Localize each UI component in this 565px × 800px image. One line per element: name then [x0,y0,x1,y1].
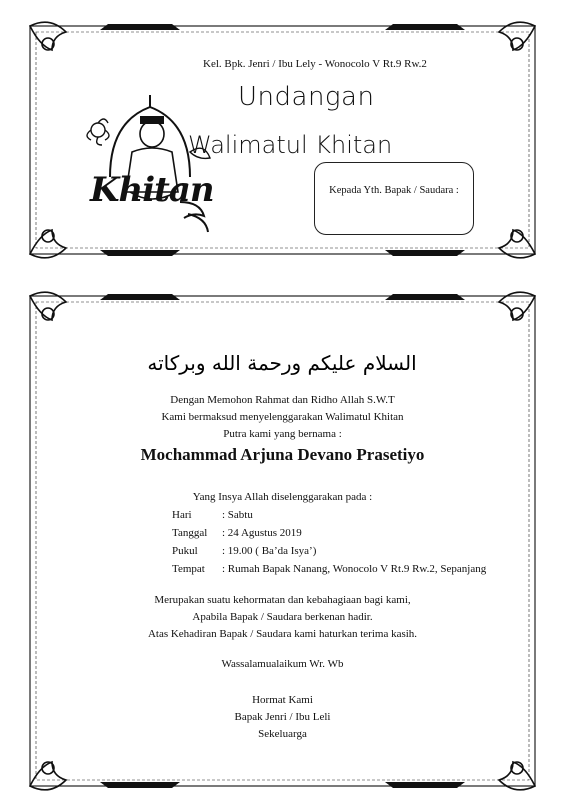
event-subtitle: Walimatul Khitan [188,131,393,159]
opening-line: Putra kami yang bernama : [223,428,342,440]
detail-label: Tempat [172,563,205,575]
arabic-greeting-text: السلام عليكم ورحمة الله وبركاته [147,351,417,375]
detail-row [172,542,486,560]
event-intro: Yang Insya Allah diselenggarakan pada : [192,491,373,503]
opening-line: Kami bermaksud menyelenggarakan Walimatul Khitan [161,411,404,423]
arabic-greeting-calligraphy [147,344,417,380]
signature-line: Bapak Jenri / Ibu Leli [234,711,331,723]
sender-line: Kel. Bpk. Jenri / Ibu Lely - Wonocolo V Rt.9 Rw.2 [203,58,427,70]
signature-block [0,692,565,743]
detail-value: : 24 Agustus 2019 [222,527,302,539]
invitation-title: Undangan [238,82,375,112]
signature-line: Hormat Kami [252,694,313,706]
detail-label: Tanggal [172,527,208,539]
event-details [172,506,486,578]
detail-row [172,560,486,578]
detail-value: : 19.00 ( Ba’da Isya’) [222,545,317,557]
closing-paragraph [0,592,565,643]
detail-row [172,524,486,542]
envelope-card [0,0,565,270]
detail-value: : Sabtu [222,509,253,521]
detail-row [172,506,486,524]
detail-label: Hari [172,509,192,521]
opening-line: Dengan Memohon Rahmat dan Ridho Allah S.W.T [170,394,395,406]
child-name: Mochammad Arjuna Devano Prasetiyo [140,445,425,464]
closing-line: Atas Kehadiran Bapak / Saudara kami haturkan terima kasih. [147,628,418,640]
khitan-logo-text: Khitan [90,170,214,210]
detail-value: : Rumah Bapak Nanang, Wonocolo V Rt.9 Rw.2, Sepanjang [222,563,487,575]
khitan-boy-illustration [80,82,220,242]
invitation-card [0,282,565,800]
detail-label: Pukul [172,545,198,557]
salam-line: Wassalamualaikum Wr. Wb [221,658,344,670]
recipient-address-box [314,162,474,235]
signature-line: Sekeluarga [258,728,307,740]
recipient-label: Kepada Yth. Bapak / Saudara : [329,185,459,196]
closing-line: Merupakan suatu kehormatan dan kebahagiaan bagi kami, [154,594,411,606]
opening-paragraph [0,392,565,443]
closing-line: Apabila Bapak / Saudara berkenan hadir. [192,611,373,623]
